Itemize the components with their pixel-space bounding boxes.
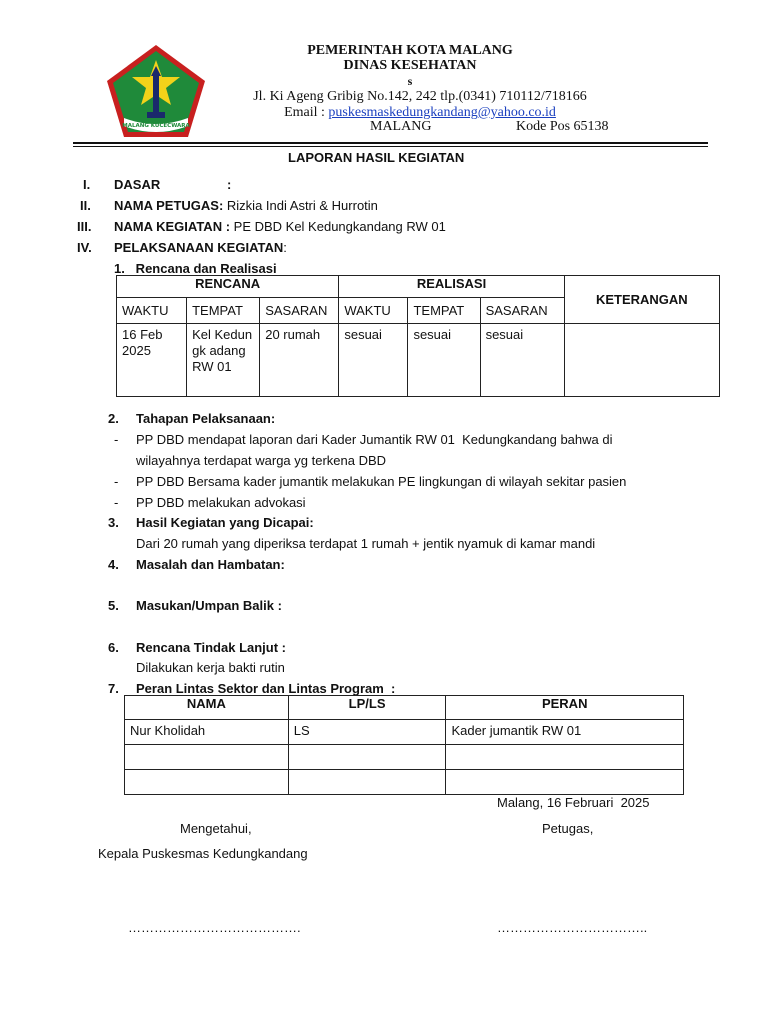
cell-nama (125, 745, 289, 770)
table-row (125, 720, 684, 745)
svg-text:MALANG KUCECWARA: MALANG KUCECWARA (122, 123, 190, 129)
section-4-num: IV. (77, 240, 92, 255)
cell-keterangan (564, 324, 719, 397)
item-4-label: Masalah dan Hambatan: (136, 557, 285, 572)
section-3-value: PE DBD Kel Kedungkandang RW 01 (230, 219, 446, 234)
cell-peran (446, 745, 684, 770)
letterhead-dept: DINAS KESEHATAN (343, 58, 477, 73)
item-5-num: 5. (108, 598, 119, 613)
plan-table-heading: 1. Rencana dan Realisasi (114, 261, 277, 276)
col-tempat-realisasi: TEMPAT (408, 298, 480, 324)
item-4-num: 4. (108, 557, 119, 572)
section-3-line (114, 219, 446, 234)
cell-waktu-rencana: 16 Feb 2025 (117, 324, 187, 397)
cell-waktu-realisasi: sesuai (339, 324, 408, 397)
group-rencana: RENCANA (117, 276, 339, 298)
item-5-label: Masukan/Umpan Balik : (136, 598, 282, 613)
cell-tempat-rencana: Kel Kedungk adang RW 01 (187, 324, 260, 397)
cell-nama: Nur Kholidah (125, 720, 289, 745)
letterhead-stray: s (407, 74, 413, 88)
col-waktu-rencana: WAKTU (117, 298, 187, 324)
cell-tempat-realisasi: sesuai (408, 324, 480, 397)
item-6-text: Dilakukan kerja bakti rutin (136, 660, 285, 675)
section-4-line (114, 240, 287, 255)
item-3-text: Dari 20 rumah yang diperiksa terdapat 1 rumah + jentik nyamuk di kamar mandi (136, 536, 596, 551)
cell-sasaran-rencana: 20 rumah (260, 324, 339, 397)
officer-label: Petugas, (542, 821, 594, 836)
cross-sector-table (124, 695, 684, 795)
item-2-num: 2. (108, 411, 119, 426)
cell-nama (125, 770, 289, 795)
bullet-3-dash: - (114, 495, 119, 510)
section-4-label: PELAKSANAAN KEGIATAN (114, 240, 284, 255)
bullet-2-dash: - (114, 474, 119, 489)
item-6-num: 6. (108, 640, 119, 655)
report-title: LAPORAN HASIL KEGIATAN (288, 150, 465, 165)
header-rule (73, 142, 708, 147)
cell-peran: Kader jumantik RW 01 (446, 720, 684, 745)
bullet-1-cont: wilayahnya terdapat warga yg terkena DBD (136, 453, 387, 468)
table-row (117, 324, 720, 397)
city-logo (106, 44, 206, 138)
left-signature-line: …………………………………. (128, 920, 301, 935)
letterhead-org: PEMERINTAH KOTA MALANG (307, 43, 513, 58)
section-4-value: : (283, 240, 287, 255)
section-2-num: II. (80, 198, 91, 213)
cell-peran (446, 770, 684, 795)
item-3-label: Hasil Kegiatan yang Dicapai: (136, 515, 314, 530)
item-7-num: 7. (108, 681, 119, 696)
table-row (125, 770, 684, 795)
section-3-label: NAMA KEGIATAN : (114, 219, 231, 234)
col-sasaran-rencana: SASARAN (260, 298, 339, 324)
section-3-num: III. (77, 219, 92, 234)
col-tempat-rencana: TEMPAT (187, 298, 260, 324)
cell-lpls: LS (288, 720, 446, 745)
bullet-3-text: PP DBD melakukan advokasi (136, 495, 306, 510)
head-title: Kepala Puskesmas Kedungkandang (98, 846, 308, 861)
section-2-line (114, 198, 378, 213)
letterhead-city: MALANG (370, 119, 432, 134)
item-2-label: Tahapan Pelaksanaan: (136, 411, 276, 426)
cell-sasaran-realisasi: sesuai (480, 324, 564, 397)
letterhead-address: Jl. Ki Ageng Gribig No.142, 242 tlp.(0341) 710112/718166 (253, 89, 587, 104)
col-sasaran-realisasi: SASARAN (480, 298, 564, 324)
section-2-label: NAMA PETUGAS: (114, 198, 224, 213)
section-1-num: I. (83, 177, 91, 192)
header-lpls: LP/LS (288, 696, 446, 720)
header-peran: PERAN (446, 696, 684, 720)
email-link[interactable]: puskesmaskedungkandang@yahoo.co.id (328, 105, 556, 120)
letterhead-postcode: Kode Pos 65138 (516, 119, 609, 134)
section-2-value: Rizkia Indi Astri & Hurrotin (223, 198, 378, 213)
table-row (125, 745, 684, 770)
section-1-label: DASAR (114, 177, 161, 192)
section-1-sep: : (227, 177, 232, 192)
cell-lpls (288, 745, 446, 770)
group-realisasi: REALISASI (339, 276, 564, 298)
header-nama: NAMA (125, 696, 289, 720)
col-waktu-realisasi: WAKTU (339, 298, 408, 324)
bullet-1-text: PP DBD mendapat laporan dari Kader Jumantik RW 01 Kedungkandang bahwa di (136, 432, 613, 447)
header-keterangan: KETERANGAN (564, 276, 719, 324)
item-7-label: Peran Lintas Sektor dan Lintas Program : (136, 681, 396, 696)
plan-table (116, 275, 720, 397)
right-signature-line: …………………………….. (497, 920, 648, 935)
item-3-num: 3. (108, 515, 119, 530)
email-label: Email : (284, 105, 329, 120)
item-6-label: Rencana Tindak Lanjut : (136, 640, 287, 655)
acknowledged-label: Mengetahui, (180, 821, 252, 836)
bullet-2-text: PP DBD Bersama kader jumantik melakukan PE lingkungan di wilayah sekitar pasien (136, 474, 627, 489)
place-date: Malang, 16 Februari 2025 (497, 795, 650, 810)
bullet-1-dash: - (114, 432, 119, 447)
cell-lpls (288, 770, 446, 795)
